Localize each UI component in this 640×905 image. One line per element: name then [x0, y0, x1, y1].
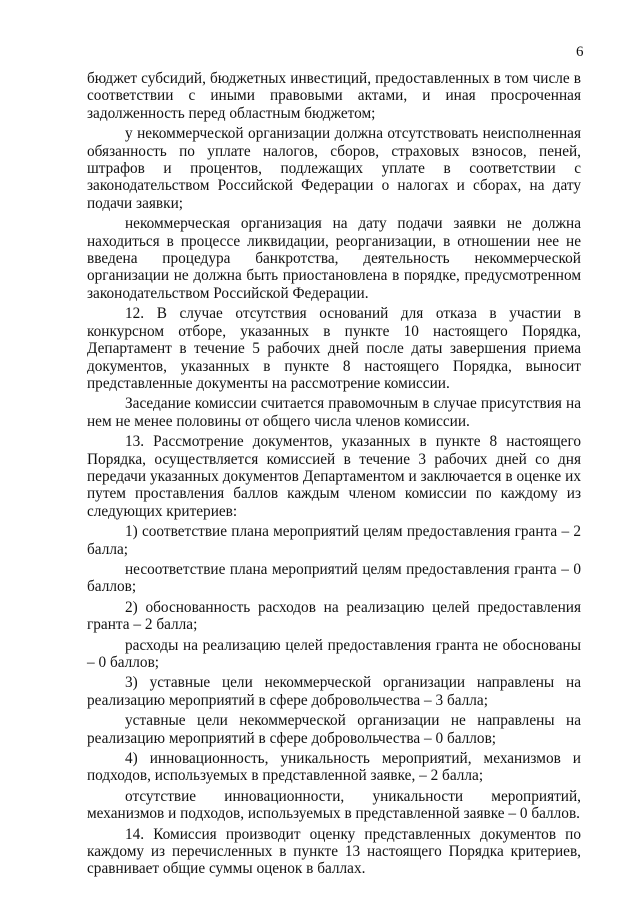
criterion-4-innovation: 4) инновационность, уникальность мероприятий, механизмов и подходов, используемых в представленной заявке, – 2 балла;: [87, 750, 581, 785]
paragraph-item-13: 13. Рассмотрение документов, указанных в пункте 8 настоящего Порядка, осуществляется комиссией в течение 3 рабочих дней со дня передачи указанных документов Департаментом и заключается в оценке их путем проставления баллов каждым членом комиссии по каждому из следующих критериев:: [87, 433, 581, 520]
criterion-3-goals-volunteering: 3) уставные цели некоммерческой организации направлены на реализацию мероприятий в сфере добровольчества – 3 балла;: [87, 674, 581, 709]
criterion-3-goals-not-volunteering: уставные цели некоммерческой организации не направлены на реализацию мероприятий в сфере добровольчества – 0 баллов;: [87, 712, 581, 747]
document-body: [87, 70, 581, 878]
criterion-2-costs-justified: 2) обоснованность расходов на реализацию целей предоставления гранта – 2 балла;: [87, 598, 581, 634]
paragraph-item-14: 14. Комиссия производит оценку представленных документов по каждому из перечисленных в пункте 13 настоящего Порядка критериев, сравнивает общие суммы оценок в баллах.: [87, 825, 581, 878]
page-number: 6: [576, 44, 584, 60]
criterion-1-plan-mismatch: несоответствие плана мероприятий целям предоставления гранта – 0 баллов;: [87, 560, 581, 596]
paragraph-liquidation: некоммерческая организация на дату подачи заявки не должна находиться в процессе ликвидации, реорганизации, в отношении нее не введена процедура банкротства, деятельность некоммерческой организации не должна быть приостановлена в порядке, предусмотренном законодательством Российской Федерации.: [87, 215, 581, 302]
paragraph-item-12: 12. В случае отсутствия оснований для отказа в участии в конкурсном отборе, указанных в пункте 10 настоящего Порядка, Департамент в течение 5 рабочих дней после даты завершения приема документов, указанных в пункте 8 настоящего Порядка, выносит представленные документы на рассмотрение комиссии.: [87, 305, 581, 392]
criterion-2-costs-unjustified: расходы на реализацию целей предоставления гранта не обоснованы – 0 баллов;: [87, 636, 581, 671]
paragraph-tax-obligation: у некоммерческой организации должна отсутствовать неисполненная обязанность по уплате налогов, сборов, страховых взносов, пеней, штрафов и процентов, подлежащих уплате в соответствии с законодательством Российской Федерации о налогах и сборах, на дату подачи заявки;: [87, 125, 581, 212]
paragraph-budget-debt: бюджет субсидий, бюджетных инвестиций, предоставленных в том числе в соответствии с иными правовыми актами, и иная просроченная задолженность перед областным бюджетом;: [87, 70, 581, 122]
criterion-4-no-innovation: отсутствие инновационности, уникальности мероприятий, механизмов и подходов, используемых в представленной заявке – 0 баллов.: [87, 787, 581, 823]
paragraph-quorum: Заседание комиссии считается правомочным в случае присутствия на нем не менее половины от общего числа членов комиссии.: [87, 395, 581, 430]
criterion-1-plan-match: 1) соответствие плана мероприятий целям предоставления гранта – 2 балла;: [87, 523, 581, 558]
